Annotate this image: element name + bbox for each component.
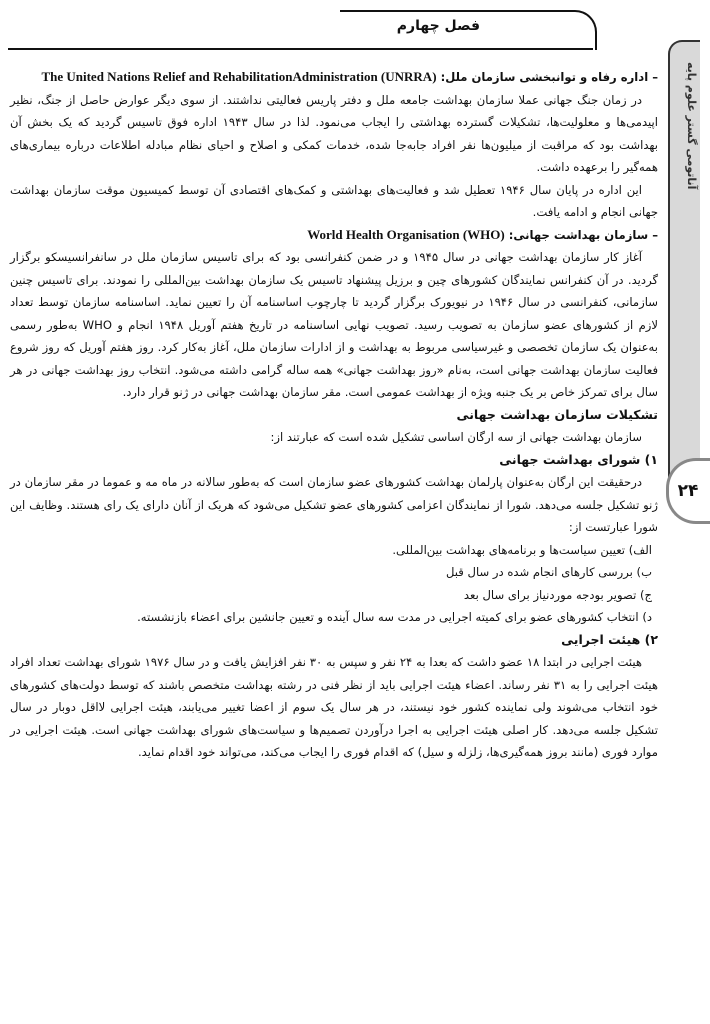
section-heading-unrra (10, 66, 658, 89)
paragraph: آغاز کار سازمان بهداشت جهانی در سال ۱۹۴۵ و در ضمن کنفرانسی بود که برای تاسیس سازمان ملل در سانفرانسیسکو برگزار گردید. در آن کنفرانس نمایندگان کشورهای چین و برزیل پیشنهاد تاسیس یک سازمان بهداشت بین‌المللی را نمودند. برای تاسیس چنین سازمانی، کنفرانسی در سال ۱۹۴۶ در نیویورک برگزار گردید تا چارچوب اساسنامه آن را تعیین نماید. اساسنامه سازمان توسط تعداد لازم از کشورهای عضو سازمان به تصویب رسید. تصویب نهایی اساسنامه در تاریخ هفتم آوریل ۱۹۴۸ انجام و WHO به‌طور رسمی به‌عنوان یک سازمان تخصصی و غیرسیاسی مربوط به بهداشت و از ادارات سازمان ملل، آغاز به‌کار کرد. روز هفتم آوریل که روز شروع فعالیت سازمان بهداشت جهانی است، به‌نام «روز بهداشت جهانی» همه ساله گرامی داشته می‌شود. انتخاب روز بهداشت جهانی در هر سال برای تمرکز خاص بر یک جنبه ویژه از بهداشت عمومی است. مقر سازمان بهداشت جهانی در ژنو قرار دارد. (10, 250, 659, 399)
body-text (10, 66, 658, 764)
heading-fa: – اداره رفاه و توانبخشی سازمان ملل: (440, 70, 658, 84)
section-heading-who (10, 224, 658, 247)
page-number-tab (666, 458, 710, 524)
chapter-title: فصل چهارم (396, 18, 480, 34)
paragraph: این اداره در پایان سال ۱۹۴۶ تعطیل شد و فعالیت‌های بهداشتی و کمک‌های اقتصادی آن توسط کمیسیون موقت سازمان بهداشت جهانی انجام و ادامه یافت. (10, 182, 658, 219)
paragraph: هیئت اجرایی در ابتدا ۱۸ عضو داشت که بعدا به ۲۴ نفر و سپس به ۳۰ نفر افزایش یافت و در سال ۱۹۷۶ شورای بهداشت تعداد افراد هیئت اجرایی را به ۳۱ نفر رساند. اعضاء هیئت اجرایی باید از نظر فنی در رشته بهداشت متخصص باشند که توسط دولت‌های کشورهای خود انتخاب می‌شوند ولی نماینده کشور خود نیستند، در هر سال یک سوم از اعضا تغییر می‌یابند، هیئت اجرایی لااقل دوبار در سال تشکیل جلسه می‌دهد. کار اصلی هیئت اجرایی به اجرا درآوردن تصمیم‌ها و سیاست‌های شورای بهداشت جهانی است. هیئت اجرایی در موارد فوری (مانند بروز همه‌گیری‌ها، زلزله و سیل) که اقدام فوری را ایجاب می‌کند، می‌تواند خود اقدام نماید. (10, 655, 658, 759)
org-title: تشکیلات سازمان بهداشت جهانی (456, 406, 658, 422)
side-tab-text: آناتومی گستر علوم پایه (685, 62, 698, 190)
heading-en: The United Nations Relief and RehabilitationAdministration (UNRRA) (41, 69, 437, 84)
page-number: ۲۴ (677, 481, 699, 501)
list-item: ج) تصویر بودجه موردنیاز برای سال بعد (463, 587, 652, 602)
list-item: د) انتخاب کشورهای عضو برای کمیته اجرایی در مدت سه سال آینده و تعیین جانشین برای اعضاء بازنشسته. (137, 610, 652, 624)
side-tab (668, 40, 700, 482)
heading-en: World Health Organisation (WHO) (307, 226, 505, 242)
heading-fa: – سازمان بهداشت جهانی: (508, 227, 658, 242)
list-item: ب) بررسی کارهای انجام شده در سال قبل (446, 565, 652, 579)
list-item: الف) تعیین سیاست‌ها و برنامه‌های بهداشت بین‌المللی. (392, 542, 652, 557)
paragraph: در زمان جنگ جهانی عملا سازمان بهداشت جامعه ملل و دفتر پاریس فعالیتی نداشتند. از سوی دیگر عوارض حاصل از جنگ، نظیر اپیدمی‌ها و معلولیت‌ها، تشکیلات گسترده بهداشتی را ایجاب می‌نمود. لذا در سال ۱۹۴۳ اداره فوق تاسیس گردید که یک بخش آن بهداشت بود که مراقبت از میلیون‌ها نفر افراد جابه‌جا شده، خدمات کمکی و اصلاح و احیای نظام مبادله اطلاعات درباره بیماری‌های همه‌گیر را برعهده داشت. (10, 92, 658, 174)
paragraph: سازمان بهداشت جهانی از سه ارگان اساسی تشکیل شده است که عبارتند از: (270, 430, 642, 444)
header-rule (8, 48, 593, 50)
paragraph: درحقیقت این ارگان به‌عنوان پارلمان بهداشت کشورهای عضو سازمان است که به‌طور سالانه در ماه مه و عموما در مقر سازمان در ژنو تشکیل جلسه می‌دهد. شورا از نمایندگان اعزامی کشورهای عضو تشکیل می‌شود که هریک از آنان دارای یک رای هستند. وظایف این شورا عبارتست از: (10, 475, 658, 534)
assembly-title: ۱) شورای بهداشت جهانی (499, 451, 658, 467)
board-title: ۲) هیئت اجرایی (561, 631, 658, 647)
